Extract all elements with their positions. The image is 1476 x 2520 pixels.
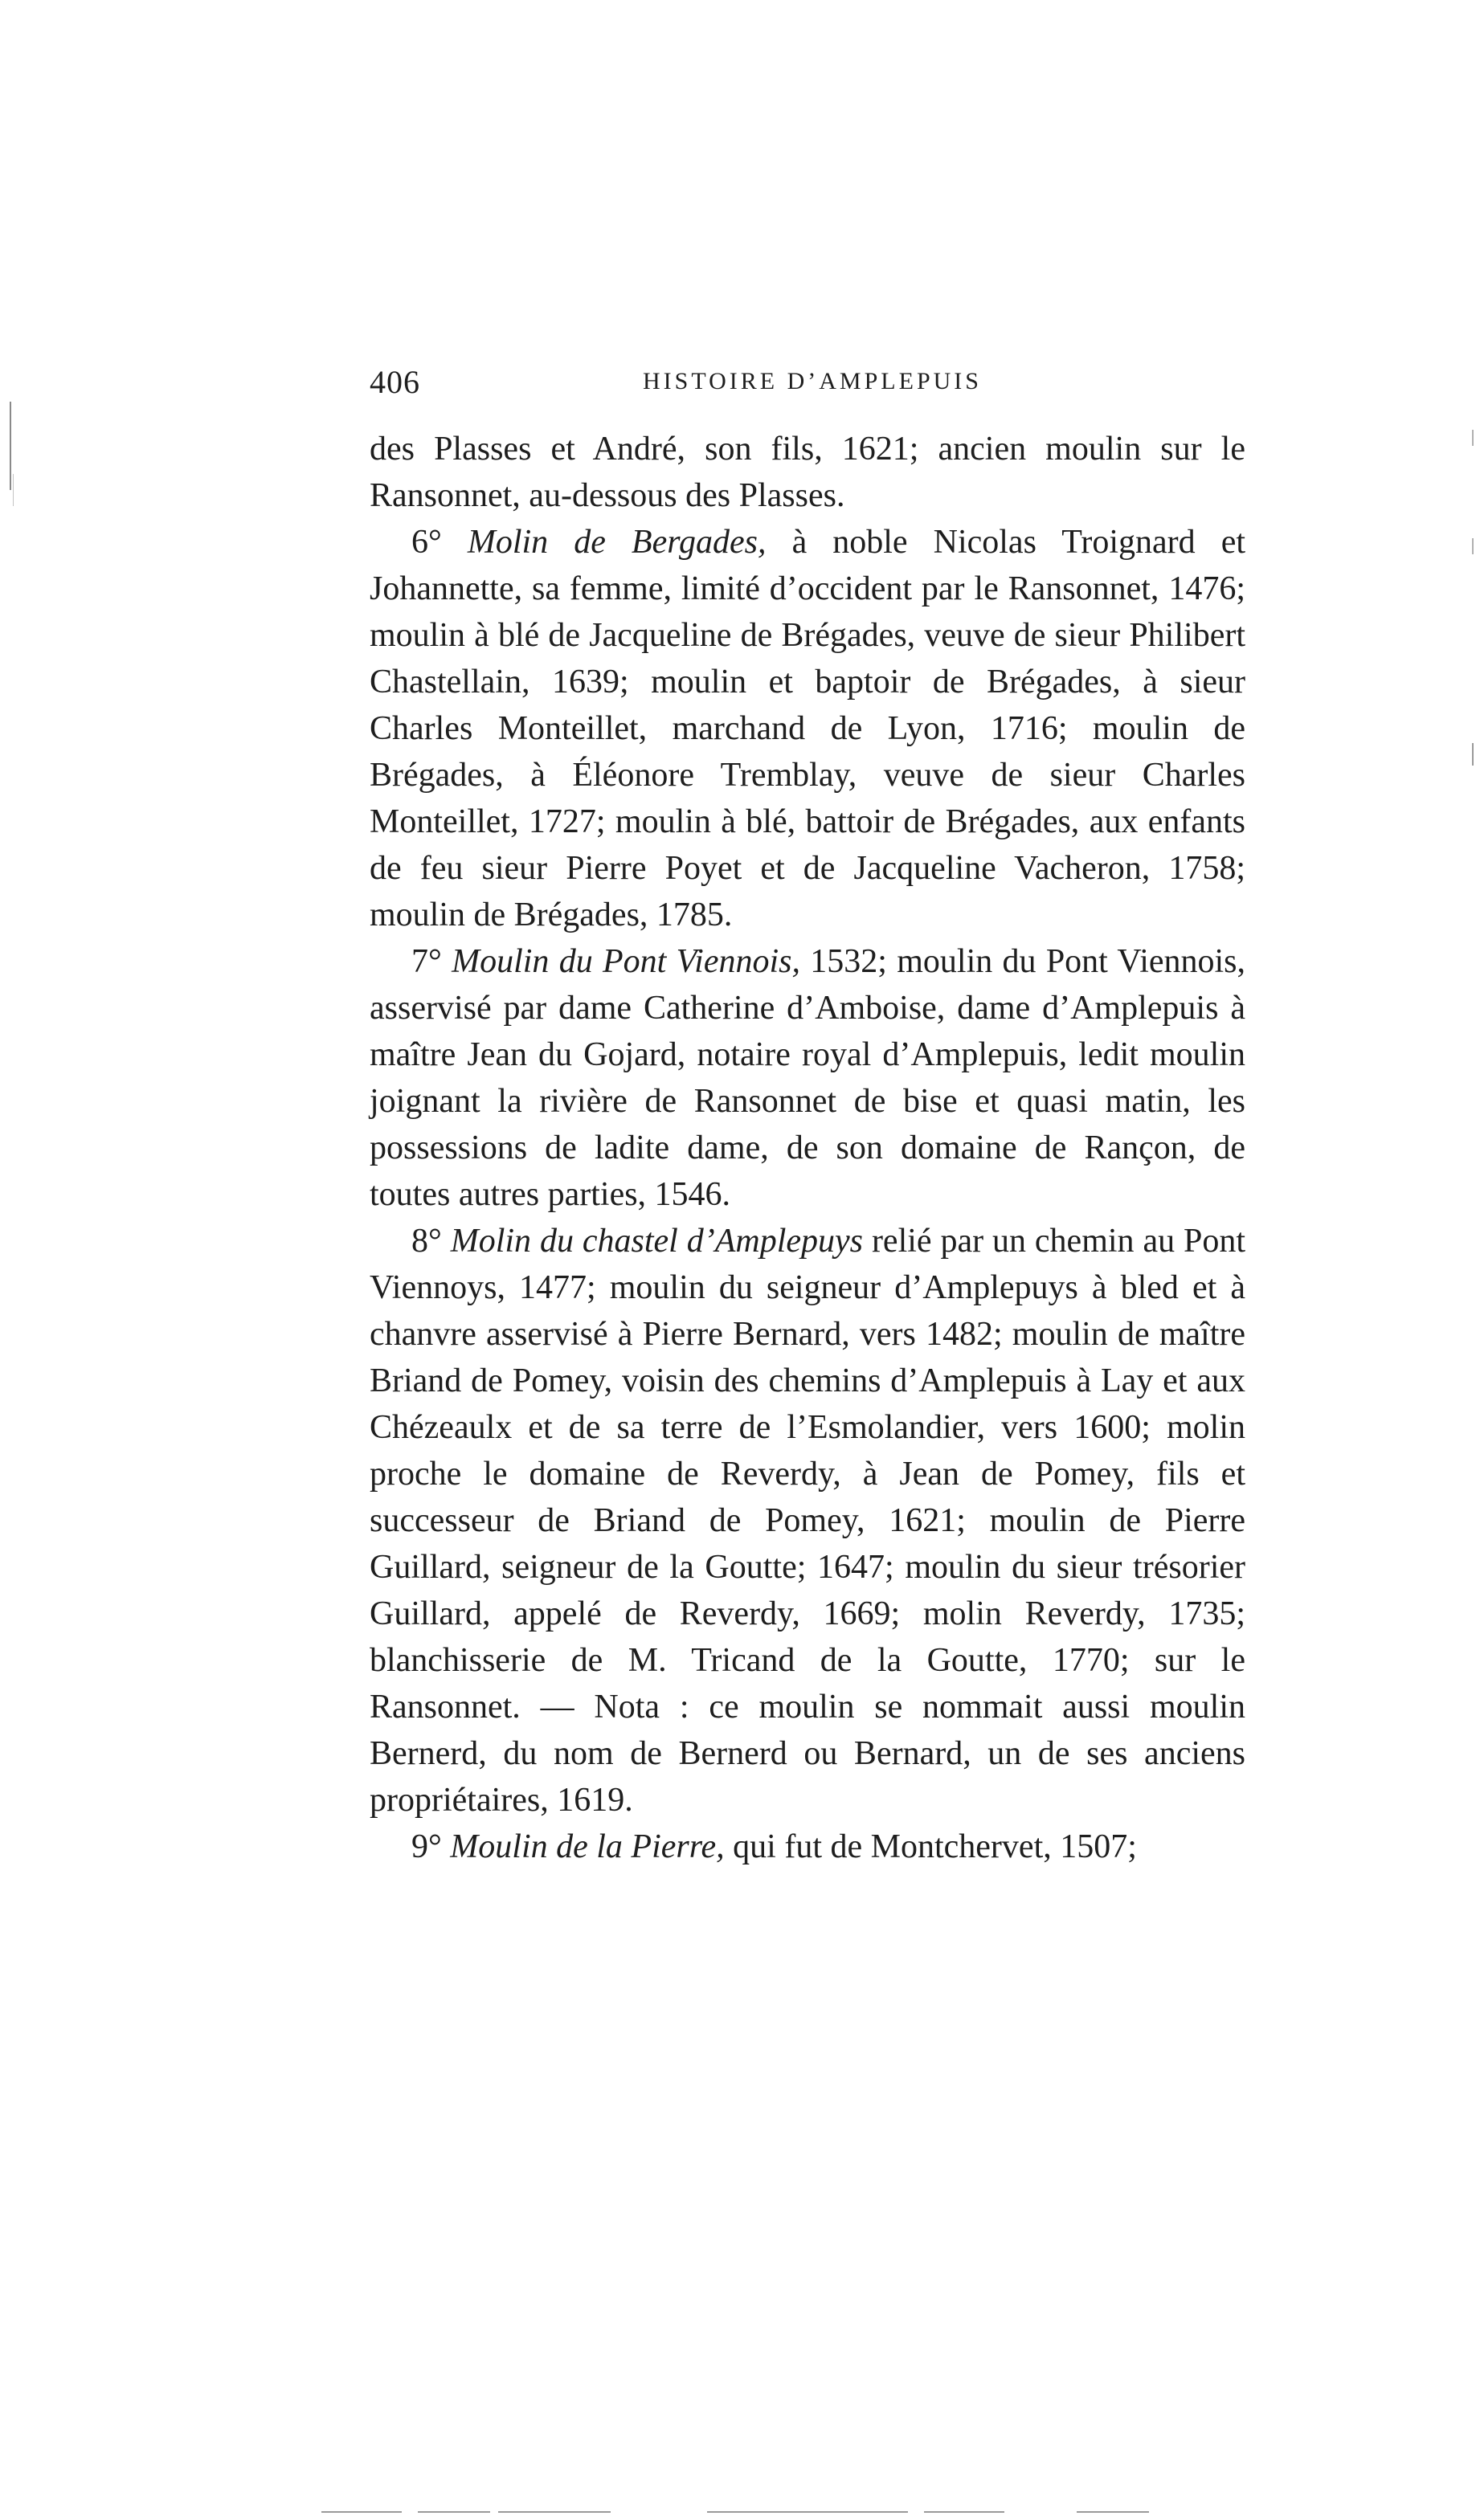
- paragraph: [370, 1824, 1245, 1870]
- scan-edge-mark: [10, 402, 11, 490]
- paragraph: [370, 1218, 1245, 1824]
- mill-name: Molin de Bergades,: [467, 524, 767, 561]
- item-number: 8°: [411, 1223, 442, 1260]
- paragraph: [370, 519, 1245, 938]
- scan-bottom-mark: [924, 2511, 1004, 2513]
- scan-edge-mark: [1472, 538, 1474, 554]
- item-number: 7°: [411, 943, 442, 980]
- paragraph-text: qui fut de Montchervet, 1507;: [733, 1828, 1137, 1865]
- paragraph-text: relié par un chemin au Pont Viennoys, 1477; moulin du seigneur d’Amplepuys à bled et à chanvre asservisé à Pierre Bernard, vers 1482; moulin de maître Briand de Pomey, voisin des chemins d’Amplepuis à Lay et aux Chézeaulx et de sa terre de l’Esmolandier, vers 1600; molin proche le domaine de Reverdy, à Jean de Pomey, fils et successeur de Briand de Pomey, 1621; moulin de Pierre Guillard, seigneur de la Goutte; 1647; moulin du sieur trésorier Guillard, appelé de Reverdy, 1669; molin Reverdy, 1735; blanchisserie de M. Tricand de la Goutte, 1770; sur le Ransonnet. — Nota : ce moulin se nommait aussi moulin Bernerd, du nom de Bernerd ou Bernard, un de ses anciens propriétaires, 1619.: [370, 1223, 1246, 1819]
- scan-edge-mark: [13, 474, 14, 506]
- paragraph-text: à noble Nicolas Troignard et Johannette, sa femme, limité d’occident par le Ransonnet, 1476; moulin à blé de Jacqueline de Brégades, veuve de sieur Philibert Chastellain, 1639; moulin et baptoir de Brégades, à sieur Charles Monteillet, marchand de Lyon, 1716; moulin de Brégades, à Éléonore Tremblay, veuve de sieur Charles Monteillet, 1727; moulin à blé, battoir de Brégades, aux enfants de feu sieur Pierre Poyet et de Jacqueline Vacheron, 1758; moulin de Brégades, 1785.: [370, 524, 1246, 933]
- mill-name: Moulin du Pont Viennois,: [452, 943, 800, 980]
- running-title: HISTOIRE D’AMPLEPUIS: [643, 368, 982, 394]
- scan-bottom-mark: [498, 2511, 611, 2513]
- mill-name: Molin du chastel d’Amplepuys: [450, 1223, 864, 1260]
- scan-edge-mark: [1472, 743, 1474, 766]
- scan-bottom-mark: [418, 2511, 490, 2513]
- item-number: 9°: [411, 1828, 442, 1865]
- body-text: [370, 426, 1245, 1870]
- scan-bottom-mark: [1077, 2511, 1149, 2513]
- item-number: 6°: [411, 524, 442, 561]
- scan-edge-mark: [1472, 430, 1474, 446]
- paragraph: [370, 938, 1245, 1218]
- paragraph-text: 1532; moulin du Pont Viennois, asservisé par dame Catherine d’Amboise, dame d’Amplepuis à maître Jean du Gojard, notaire royal d’Amplepuis, ledit moulin joignant la rivière de Ransonnet de bise et quasi matin, les possessions de ladite dame, de son domaine de Rançon, de toutes autres parties, 1546.: [370, 943, 1246, 1213]
- scan-bottom-mark: [707, 2511, 908, 2513]
- paragraph-text: des Plasses et André, son fils, 1621; ancien moulin sur le Ransonnet, au-dessous des Plasses.: [370, 431, 1245, 514]
- running-head: [370, 363, 1245, 403]
- page-number: 406: [370, 364, 420, 400]
- scan-bottom-mark: [321, 2511, 402, 2513]
- paragraph: [370, 426, 1245, 519]
- mill-name: Moulin de la Pierre,: [450, 1828, 725, 1865]
